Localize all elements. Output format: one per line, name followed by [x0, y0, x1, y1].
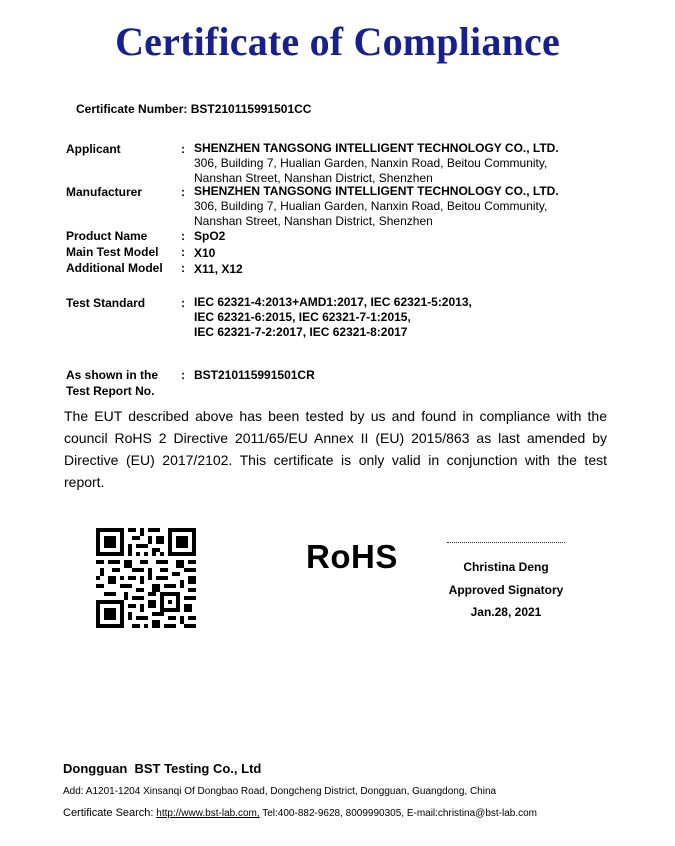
applicant-address-line2: Nanshan Street, Nanshan District, Shenzhen	[194, 171, 433, 185]
test-report-label-line2: Test Report No.	[66, 384, 155, 398]
main-test-model-text: X10	[194, 246, 216, 260]
test-standard-label: Test Standard	[66, 296, 146, 310]
signature-line	[447, 542, 565, 543]
product-name-colon: :	[181, 229, 185, 243]
rohs-logo: RoHS	[306, 538, 398, 575]
applicant-name: SHENZHEN TANGSONG INTELLIGENT TECHNOLOGY CO., LTD.	[194, 141, 559, 155]
manufacturer-value	[194, 184, 559, 229]
additional-model-text: X11, X12	[194, 262, 243, 276]
footer-address: Add: A1201-1204 Xinsanqi Of Dongbao Road, Dongcheng District, Dongguan, Guangdong, China	[63, 786, 497, 797]
test-report-label	[66, 367, 158, 399]
certificate-title: Certificate of Compliance	[115, 19, 560, 64]
applicant-address-line1: 306, Building 7, Hualian Garden, Nanxin Road, Beitou Community,	[194, 156, 548, 170]
certificate-search-link[interactable]: http://www.bst-lab.com,	[156, 808, 260, 819]
certificate-search-label: Certificate Search:	[63, 807, 154, 819]
manufacturer-name: SHENZHEN TANGSONG INTELLIGENT TECHNOLOGY CO., LTD.	[194, 184, 559, 198]
signatory-title: Approved Signatory	[448, 583, 564, 597]
additional-model-value	[194, 262, 243, 277]
footer-search-line	[63, 807, 537, 819]
test-report-number: BST210115991501CR	[194, 368, 315, 382]
applicant-label: Applicant	[66, 142, 121, 156]
main-test-model-colon: :	[181, 245, 185, 259]
footer-contact: Tel:400-882-9628, 8009990305, E-mail:christina@bst-lab.com	[262, 808, 538, 819]
test-report-label-line1: As shown in the	[66, 368, 159, 382]
applicant-colon: :	[181, 142, 185, 156]
manufacturer-address-line1: 306, Building 7, Hualian Garden, Nanxin Road, Beitou Community,	[194, 199, 548, 213]
product-name-text: SpO2	[194, 229, 226, 243]
main-test-model-value	[194, 246, 215, 261]
additional-model-colon: :	[181, 261, 185, 275]
test-report-colon: :	[181, 368, 185, 382]
compliance-statement: The EUT described above has been tested by us and found in compliance with the council RoHS 2 Directive 2011/65/EU Annex II (EU) 2015/863 as last amended by Directive (EU) 2017/2102. This certificate is only valid in conjunction with the test report.	[64, 408, 607, 490]
signatory-name: Christina Deng	[463, 560, 549, 574]
main-test-model-label: Main Test Model	[66, 245, 159, 259]
footer-company-name: Dongguan BST Testing Co., Ltd	[63, 761, 262, 776]
test-standard-colon: :	[181, 296, 185, 310]
test-standard-line2: IEC 62321-6:2015, IEC 62321-7-1:2015,	[194, 310, 411, 324]
certificate-number: Certificate Number: BST210115991501CC	[76, 102, 312, 116]
manufacturer-address-line2: Nanshan Street, Nanshan District, Shenzhen	[194, 214, 433, 228]
manufacturer-colon: :	[181, 185, 185, 199]
product-name-value	[194, 229, 225, 244]
signature-date: Jan.28, 2021	[470, 605, 542, 619]
test-standard-line3: IEC 62321-7-2:2017, IEC 62321-8:2017	[194, 325, 408, 339]
qr-code	[96, 528, 196, 628]
applicant-value	[194, 141, 559, 186]
test-report-value	[194, 368, 315, 383]
test-standard-value	[194, 295, 472, 340]
additional-model-label: Additional Model	[66, 261, 163, 275]
test-standard-line1: IEC 62321-4:2013+AMD1:2017, IEC 62321-5:2013,	[194, 295, 472, 309]
product-name-label: Product Name	[66, 229, 148, 243]
manufacturer-label: Manufacturer	[66, 185, 143, 199]
